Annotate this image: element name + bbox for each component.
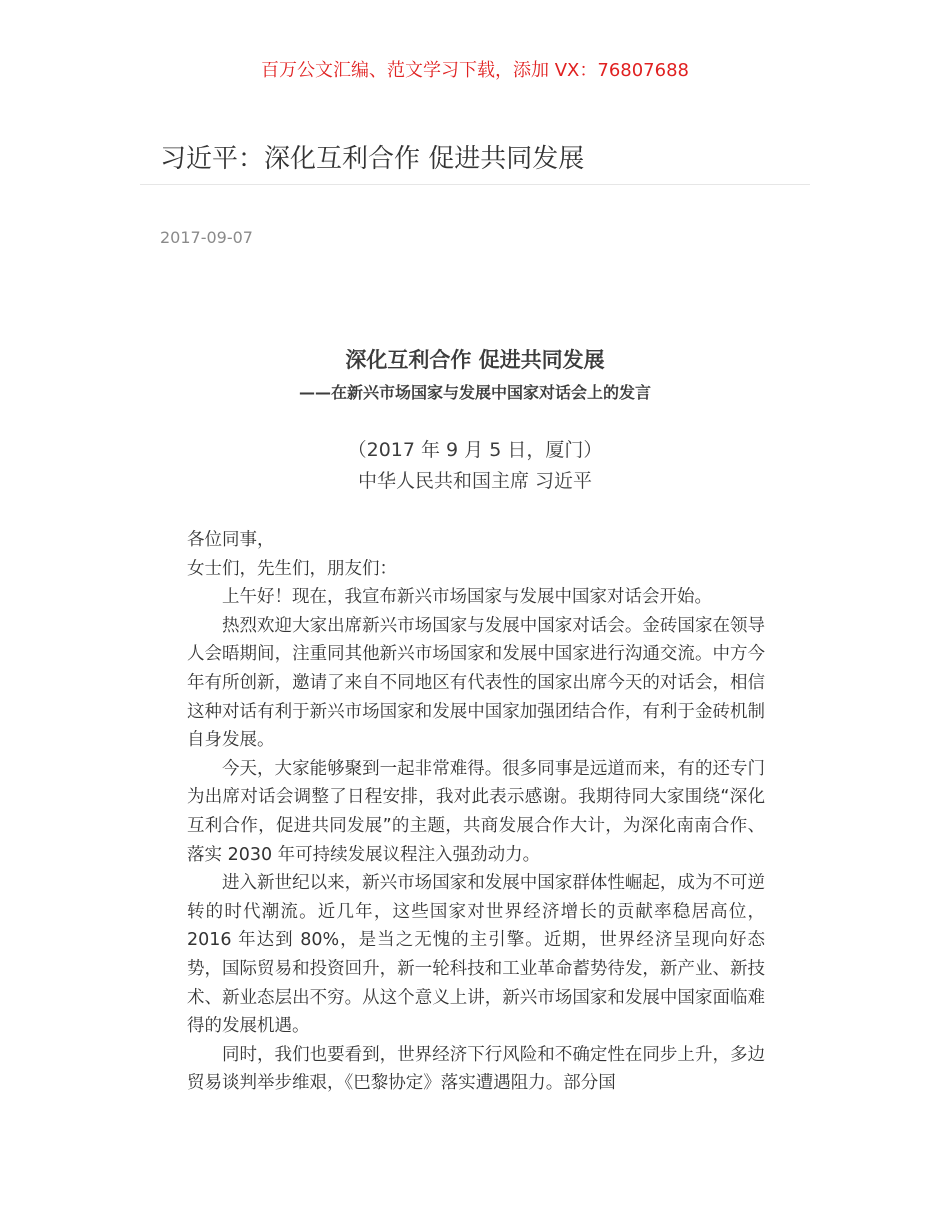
speech-speaker: 中华人民共和国主席 习近平 xyxy=(357,470,593,492)
speech-subtitle: ——在新兴市场国家与发展中国家对话会上的发言 xyxy=(298,383,651,402)
paragraph: 热烈欢迎大家出席新兴市场国家与发展中国家对话会。金砖国家在领导人会晤期间，注重同其他新兴市场国家和发展中国家进行沟通交流。中方今年有所创新，邀请了来自不同地区有代表性的国家出席今天的对话会，相信这种对话有利于新兴市场国家和发展中国家加强团结合作，有利于金砖机制自身发展。 xyxy=(187,615,765,751)
speech-title: 深化互利合作 促进共同发展 xyxy=(345,348,605,372)
page-title: 习近平：深化互利合作 促进共同发展 xyxy=(160,144,585,174)
promo-banner: 百万公文汇编、范文学习下载，添加 VX：76807688 xyxy=(261,60,689,81)
salutation-audience: 女士们，先生们，朋友们： xyxy=(187,558,397,579)
salutation-colleagues: 各位同事， xyxy=(187,530,275,550)
paragraph: 同时，我们也要看到，世界经济下行风险和不确定性在同步上升，多边贸易谈判举步维艰，《巴黎协定》落实遭遇阻力。部分国 xyxy=(187,1044,765,1094)
publish-date: 2017-09-07 xyxy=(160,228,253,247)
paragraph: 今天，大家能够聚到一起非常难得。很多同事是远道而来，有的还专门为出席对话会调整了日程安排，我对此表示感谢。我期待同大家围绕“深化互利合作，促进共同发展”的主题，共商发展合作大计，为深化南南合作、落实 2030 年可持续发展议程注入强劲动力。 xyxy=(187,758,765,865)
speech-body xyxy=(187,526,765,1098)
title-divider xyxy=(140,184,810,185)
speech-place-date: （2017 年 9 月 5 日，厦门） xyxy=(347,439,603,461)
paragraph: 上午好！现在，我宣布新兴市场国家与发展中国家对话会开始。 xyxy=(222,587,712,608)
paragraph: 进入新世纪以来，新兴市场国家和发展中国家群体性崛起，成为不可逆转的时代潮流。近几年，这些国家对世界经济增长的贡献率稳居高位，2016 年达到 80%，是当之无愧的主引擎。近期，世界经济呈现向好态势，国际贸易和投资回升，新一轮科技和工业革命蓄势待发，新产业、新技术、新业态层出不穷。从这个意义上讲，新兴市场国家和发展中国家面临难得的发展机遇。 xyxy=(187,873,765,1037)
